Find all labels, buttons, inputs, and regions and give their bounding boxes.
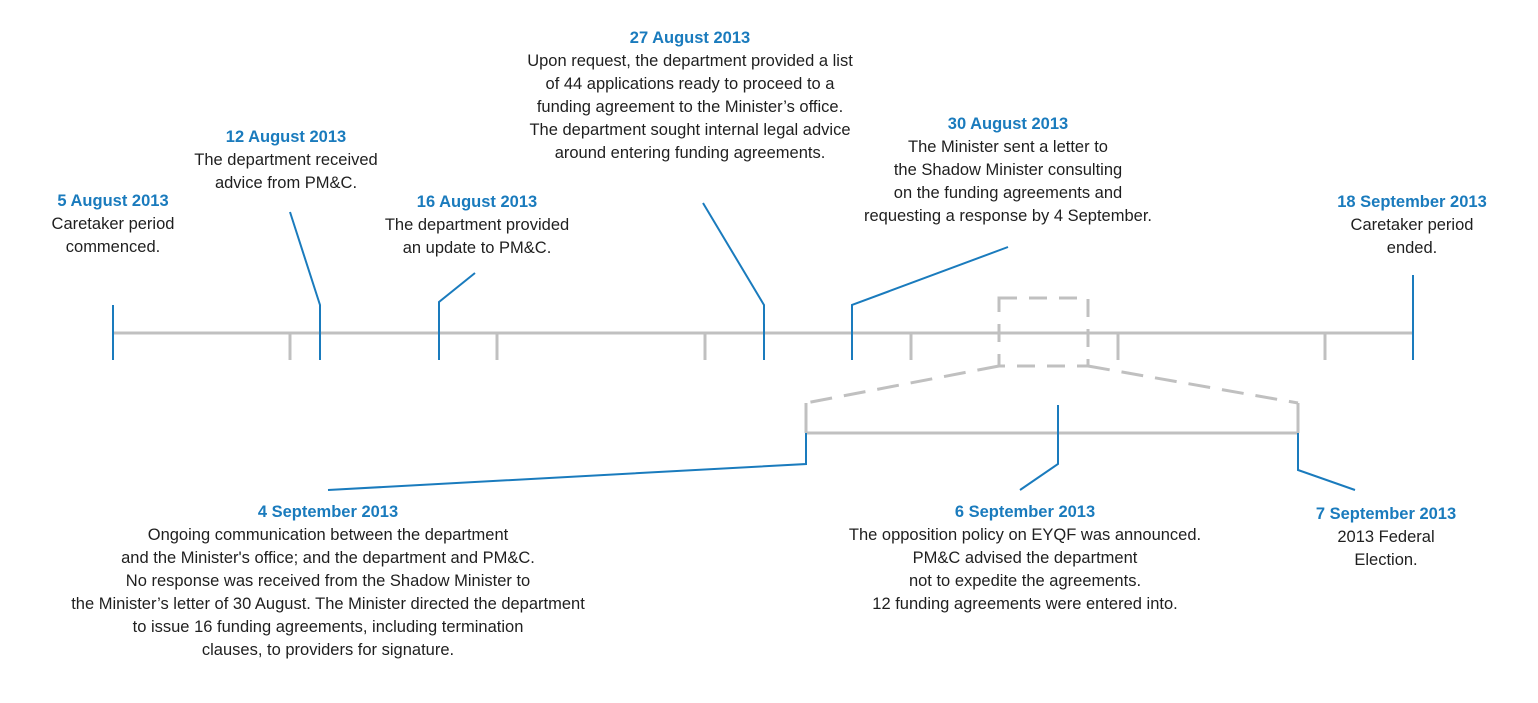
axis-ticks — [290, 333, 1325, 360]
event-text-line: around entering funding agreements. — [554, 144, 826, 162]
event-text-line: Upon request, the department provided a list — [527, 52, 853, 70]
event-text-line: ended. — [1386, 239, 1438, 257]
event-text-line: the Shadow Minister consulting — [893, 161, 1123, 179]
event-7-september-2013 — [1296, 503, 1476, 572]
event-text-line: requesting a response by 4 September. — [863, 207, 1153, 225]
event-text-line: Ongoing communication between the department — [147, 526, 509, 544]
marker-27-august — [703, 203, 764, 360]
event-text-line: The opposition policy on EYQF was announced. — [848, 526, 1202, 544]
event-text-line: to issue 16 funding agreements, including termination — [132, 618, 524, 636]
event-18-september-2013 — [1312, 191, 1512, 260]
event-text-line: Election. — [1354, 551, 1418, 569]
event-date: 4 September 2013 — [257, 503, 399, 521]
event-text-line: PM&C advised the department — [912, 549, 1138, 567]
event-text-line: The department provided — [384, 216, 570, 234]
event-16-august-2013 — [357, 191, 597, 260]
event-date: 30 August 2013 — [947, 115, 1069, 133]
event-text-line: No response was received from the Shadow Minister to — [125, 572, 531, 590]
marker-12-august — [290, 212, 320, 360]
event-12-august-2013 — [166, 126, 406, 195]
event-text-line: 12 funding agreements were entered into. — [872, 595, 1178, 613]
event-date: 16 August 2013 — [416, 193, 538, 211]
event-4-september-2013 — [28, 501, 628, 662]
event-date: 6 September 2013 — [954, 503, 1096, 521]
event-text-line: not to expedite the agreements. — [908, 572, 1142, 590]
event-text-line: The Minister sent a letter to — [908, 138, 1108, 156]
zoom-guide-right — [1088, 366, 1298, 403]
event-text-line: clauses, to providers for signature. — [201, 641, 455, 659]
event-text-line: 2013 Federal — [1337, 528, 1435, 546]
event-text-line: an update to PM&C. — [402, 239, 552, 257]
event-text-line: Caretaker period — [1350, 216, 1474, 234]
event-text-line: The department sought internal legal advice — [529, 121, 851, 139]
event-date: 5 August 2013 — [57, 192, 169, 210]
event-text-line: funding agreement to the Minister’s office. — [536, 98, 844, 116]
marker-7-september — [1298, 433, 1355, 490]
event-text-line: and the Minister's office; and the department and PM&C. — [121, 549, 535, 567]
event-date: 27 August 2013 — [629, 29, 751, 47]
event-text-line: advice from PM&C. — [214, 174, 358, 192]
marker-16-august — [439, 273, 475, 360]
event-5-august-2013 — [13, 190, 213, 259]
event-text-line: the Minister’s letter of 30 August. The Minister directed the department — [71, 595, 585, 613]
marker-6-september — [1020, 405, 1058, 490]
event-6-september-2013 — [810, 501, 1240, 616]
event-text-line: commenced. — [65, 238, 161, 256]
marker-30-august — [852, 247, 1008, 360]
event-text-line: The department received — [194, 151, 378, 169]
event-text-line: on the funding agreements and — [893, 184, 1123, 202]
event-date: 18 September 2013 — [1337, 193, 1487, 211]
event-date: 7 September 2013 — [1315, 505, 1457, 523]
event-text-line: Caretaker period — [51, 215, 175, 233]
zoom-guide-left — [806, 366, 999, 403]
event-date: 12 August 2013 — [225, 128, 347, 146]
event-text-line: of 44 applications ready to proceed to a — [545, 75, 835, 93]
event-30-august-2013 — [828, 113, 1188, 228]
marker-4-september — [328, 433, 806, 490]
